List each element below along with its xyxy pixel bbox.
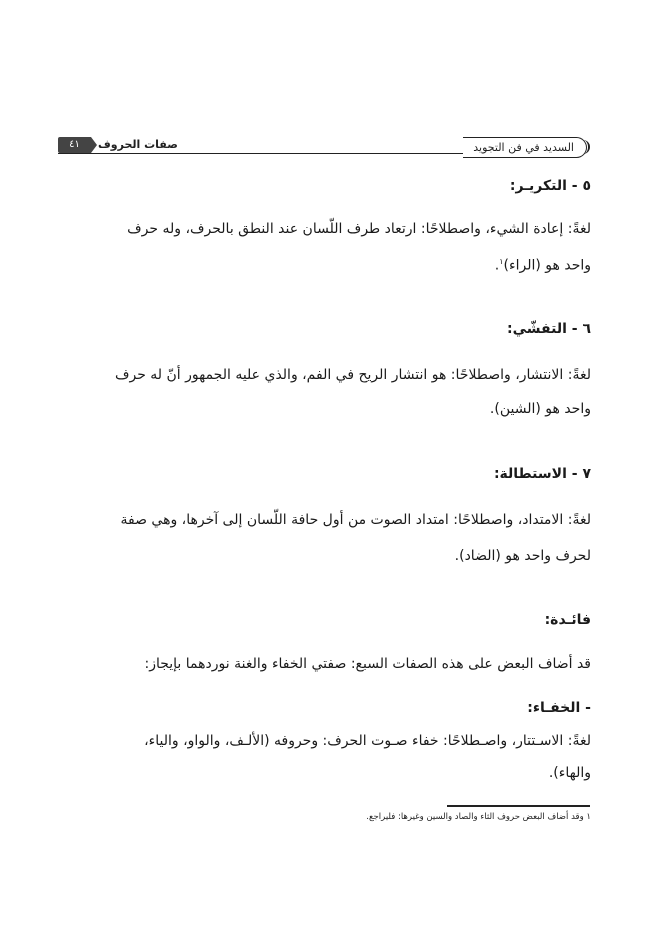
section-7-line-2: لحرف واحد هو (الضاد). xyxy=(454,548,591,564)
footnote-mark: ١ xyxy=(499,257,504,266)
section-5-line-1: لغةً: إعادة الشيء، واصطلاحًا: ارتعاد طرف اللّسان عند النطق بالحرف، وله حرف xyxy=(127,221,591,237)
footnote-rule xyxy=(447,805,590,807)
page-number: ٤١ xyxy=(58,137,91,153)
section-5-line-2: واحد هو (الراء)$^١$. xyxy=(494,257,591,274)
page-header xyxy=(58,137,591,157)
section-heading-5: ٥ - التكريـر: xyxy=(509,178,591,194)
concealment-heading: - الخفـاء: xyxy=(527,700,591,716)
section-heading-6: ٦ - التفشّي: xyxy=(507,321,591,337)
book-title: السديد في فن التجويد xyxy=(463,137,587,158)
footnote: ١ وقد أضاف البعض حروف الثاء والصاد والسين وغيرها: فليراجع. xyxy=(366,812,591,822)
concealment-line-2: والهاء). xyxy=(548,765,591,781)
section-6-line-2: واحد هو (الشين). xyxy=(489,401,591,417)
benefit-heading: فائـدة: xyxy=(544,612,591,628)
section-heading-7: ٧ - الاستطالة: xyxy=(493,466,591,482)
chapter-title: صفات الحروف xyxy=(98,138,178,151)
concealment-line-1: لغةً: الاسـتتار، واصـطلاحًا: خفاء صـوت الحرف: وحروفه (الألـف، والواو، والياء، xyxy=(144,733,591,749)
benefit-text: قد أضاف البعض على هذه الصفات السبع: صفتي الخفاء والغنة نوردهما بإيجاز: xyxy=(144,656,591,672)
section-7-line-1: لغةً: الامتداد، واصطلاحًا: امتداد الصوت من أول حافة اللّسان إلى آخرها، وهي صفة xyxy=(120,512,591,528)
section-6-line-1: لغةً: الانتشار، واصطلاحًا: هو انتشار الريح في الفم، والذي عليه الجمهور أنّ له حرف xyxy=(114,367,591,383)
